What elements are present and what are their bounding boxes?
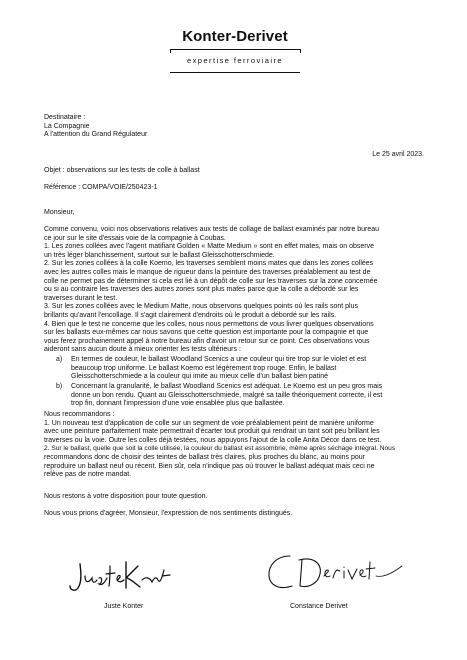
list-item-a: [56, 356, 428, 382]
body-line: 1. Un nouveau test d'application de colle sur un segment de voie préalablement peint de manière uniforme: [44, 419, 374, 427]
recommendations-paragraph: [44, 411, 429, 480]
body-line: 3. Sur les zones collées avec le Medium Matte, nous observons quelques points où les rails sont plus: [44, 303, 359, 311]
list-marker: a): [56, 356, 63, 363]
list-line: Gleisschotterschmiede a la couleur qui imite au mieux celle d'un ballast bien patiné: [71, 373, 328, 381]
list-item-b: [56, 383, 428, 409]
body-line: Comme convenu, voici nos observations relatives aux tests de collage de ballast examinés par notre bureau: [44, 226, 380, 233]
recipient-line-2: A l'attention du Grand Régulateur: [44, 131, 148, 139]
body-line: sur les ballasts eux-mêmes car nous savons que cette question est importante pour la compagnie et que: [44, 329, 369, 337]
list-line: trop fin, donnant l'impression d'une voie ensablée plus que ballastée.: [71, 400, 285, 408]
closing-availability: Nous restons à votre disposition pour toute question.: [44, 493, 208, 500]
signatory-name-2: Constance Derivet: [290, 603, 348, 610]
signature-juste-konter: [66, 556, 176, 596]
body-line: avec une peinture parfaitement mate permettrait d'écarter tout produit qui rendrait un tant soit peu brillant les: [44, 428, 380, 436]
list-line: beaucoup trop uniforme. Le ballast Koemo est légèrement trop rouge. Enfin, le ballast: [71, 364, 337, 372]
body-line: traverses durant le test.: [44, 294, 118, 302]
body-line: aideront sans aucun doute à mieux orienter les tests ultérieurs :: [44, 346, 241, 354]
body-line: colle ne permet pas de déterminer si cela est lié à un dépôt de colle sur les traverses sur la zone concernée: [44, 277, 378, 285]
logo-tick-right: [300, 49, 301, 53]
body-line: Nous recommandons :: [44, 411, 115, 418]
logo-tick-left: [170, 49, 171, 53]
body-line: un très léger blanchissement, surtout sur le ballast Gleisschotterschmiede.: [44, 251, 275, 259]
signature-constance-derivet: [262, 548, 412, 598]
body-line: ou si au contraire les traverses des autres zones sont plus mates parce que la colle a débordé sur les: [44, 286, 359, 294]
body-line: 2. Sur le ballast, quelle que soit la colle utilisée, la couleur du ballast est assombrie, même après séchage intégral. Nous: [44, 445, 396, 453]
body-line: recommandons donc de choisir des teintes de ballast très claires, plus proches du blanc, au moins pour: [44, 453, 366, 461]
logo-rule-top: [170, 49, 300, 50]
letter-reference: Référence : COMPA/VOIE/250423-1: [44, 184, 158, 191]
letter-date: Le 25 avril 2023.: [372, 151, 424, 158]
signatory-name-1: Juste Konter: [104, 603, 144, 610]
list-line: donne un bon rendu. Quant au Gleisschotterschmiede, malgré sa taille théoriquement correcte, il est: [71, 391, 383, 399]
recipient-line-1: La Compagnie: [44, 122, 90, 130]
body-line: 1. Les zones collées avec l'agent matifiant Golden « Matte Medium » sont en effet mates, mais on observe: [44, 243, 374, 251]
body-line: ce jour sur le site d'essais voie de la compagnie à Coubas.: [44, 234, 226, 242]
body-line: relève pas de notre mandat.: [44, 471, 132, 479]
observations-paragraph: [44, 226, 429, 355]
company-name: Konter-Derivet: [182, 28, 288, 45]
letter-subject: Objet : observations sur les tests de colle à ballast: [44, 167, 200, 174]
letterhead-logo: [170, 28, 300, 65]
body-line: 2. Sur les zones collées à la colle Koemo, les traverses semblent moins mates que dans les zones collées: [44, 260, 374, 268]
body-line: reproduire un ballast neuf ou récent. Bien sûr, cela n'indique pas où trouver le ballast adéquat mais ceci ne: [44, 462, 375, 470]
body-line: traverses ou la voie. Outre les colles déjà testées, nous appuyons l'ajout de la colle Anita Décor dans ce test.: [44, 436, 382, 444]
list-line: Concernant la granularité, le ballast Woodland Scenics est adéquat. Le Koemo est un peu gros mais: [71, 383, 383, 390]
salutation: Monsieur,: [44, 209, 75, 216]
logo-rule-bottom: [170, 72, 300, 73]
body-line: avec les autres colles mais le manque de rigueur dans la peinture des traverses préalablement au test de: [44, 268, 371, 276]
body-line: brillants qu'avant l'encollage. Il s'agit clairement d'endroits où le produit a débordé sur les rails.: [44, 311, 337, 319]
closing-formula: Nous vous prions d'agréer, Monsieur, l'expression de nos sentiments distingués.: [44, 510, 293, 517]
body-line: vous ferez prochainement appel à notre bureau afin d'avoir un retour sur ce point. Ces observations vous: [44, 337, 370, 345]
body-line: 4. Bien que le test ne concerne que les colles, nous nous permettons de vous livrer quelques observations: [44, 320, 374, 328]
list-marker: b): [56, 383, 63, 390]
list-line: En termes de couleur, le ballast Woodland Scenics a une couleur qui tire trop sur le violet et est: [71, 356, 367, 363]
recipient-label: Destinataire :: [44, 114, 86, 121]
company-tagline: expertise ferroviaire: [186, 56, 284, 65]
